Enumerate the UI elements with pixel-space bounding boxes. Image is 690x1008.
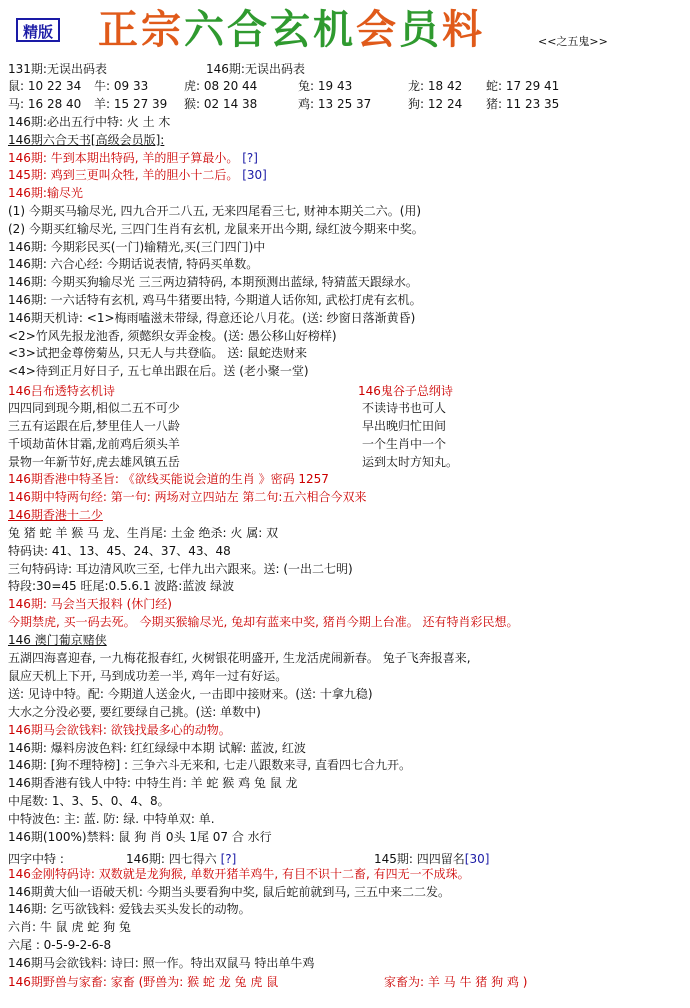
text-line: 三句特码诗: 耳边清风吹三至, 七伴九出六跟来。送: (一出二七明)	[8, 561, 353, 576]
title-char: 员	[399, 6, 442, 53]
zodiac-cell: 猪: 11 23 35	[486, 97, 560, 111]
text-line: 146期: 马会当天报料 (休门经)	[8, 597, 172, 612]
text-line: <2>竹风先报龙池香, 须懿织女弄金梭。(送: 愚公移山好榜样)	[8, 328, 337, 343]
text-line: 145期: 鸡到三更叫众牲, 羊的胆小十二后。 [30]	[8, 168, 267, 183]
text-line: 鼠应天机上下开, 马到成功差一半, 鸡年一过有好运。	[8, 668, 288, 683]
title-char: 合	[227, 6, 270, 53]
title-char: 六	[184, 6, 227, 53]
zodiac-cell: 龙: 18 42	[408, 79, 463, 93]
text-line: 146期黄大仙一语破天机: 今期当头要看狗中奖, 鼠后蛇前就到马, 三五中来二二发。	[8, 884, 451, 899]
title-char: 正	[98, 6, 141, 53]
text-line: 146期: 牛到本期出特码, 羊的胆子算最小。 [?]	[8, 150, 258, 165]
poem-line: 千顷劫苗休甘霜,龙前鸡后须头羊	[8, 437, 180, 451]
text-line: 中特波色: 主: 蓝. 防: 绿. 中特单双: 单.	[8, 812, 215, 827]
title-char: 料	[442, 6, 485, 53]
text-line: <4>待到正月好日子, 五七单出跟在后。送 (老小聚一堂)	[8, 364, 309, 379]
poem-line: 一个生肖中一个	[362, 437, 447, 451]
four-char-label: 四字中特 :	[8, 852, 64, 866]
text-line: 146 澳门葡京赌侠	[8, 633, 107, 648]
poem-left-title: 146吕布透特玄机诗	[8, 384, 115, 398]
text-line: 146期: [狗不理特榜] : 三争六斗无来和, 七走八跟数来寻, 直看四七合九开。	[8, 758, 412, 773]
text-line: 今期禁虎, 买一码去死。 今期买猴输尽光, 兔却有蓝来中奖, 猪肖今期上台准。 还有特肖彩民想。	[8, 615, 519, 630]
text-line: 146期天机诗: <1>梅雨嗑滋未带绿, 得意还论八月花。(送: 纱窗日落渐黄昏)	[8, 310, 416, 325]
four-char-145: 145期: 四四留名[30]	[374, 852, 490, 866]
text-line: 146期:输尽光	[8, 186, 83, 201]
text-line: 特段:30=45 旺尾:0.5.6.1 波路:蓝波 绿波	[8, 579, 235, 594]
text-line: 146期: 一六话特有玄机, 鸡马牛猪要出特, 今期道人话你知, 武松打虎有玄机。	[8, 293, 422, 307]
text-line: 中尾数: 1、3、5、0、4、8。	[8, 794, 170, 809]
text-line: 146期香港十二少	[8, 507, 103, 522]
text-line: 146期: 六合心经: 今期话说表情, 特码买单数。	[8, 257, 259, 272]
title-char: 玄	[270, 6, 313, 53]
title-char: 宗	[141, 6, 184, 53]
text-line: 146期香港有钱人中特: 中特生肖: 羊 蛇 猴 鸡 兔 鼠 龙	[8, 776, 298, 791]
text-line: 146期马会欲钱料: 欲钱找最多心的动物。	[8, 722, 231, 737]
title-char: 机	[313, 6, 356, 53]
poem-line: 四四同到现今期,相似二五不可少	[8, 401, 180, 415]
text-line: 146期: 乞丐欲钱料: 爱钱去买头发长的动物。	[8, 902, 251, 917]
text-line: 兔 猪 蛇 羊 猴 马 龙、生肖尾: 土金 绝杀: 火 属: 双	[8, 525, 279, 540]
zodiac-cell: 牛: 09 33	[94, 79, 149, 93]
text-line: (2) 今期买红输尽光, 三四门生肖有玄机, 龙鼠来开出今期, 绿红波今期来中奖。	[8, 221, 424, 236]
text-line: 146期(100%)禁料: 鼠 狗 肖 0头 1尾 07 合 水行	[8, 830, 272, 844]
zodiac-cell: 鸡: 13 25 37	[298, 97, 372, 111]
text-line: 送: 见诗中特。配: 今期道人送金火, 一击即中接财来。(送: 十拿九稳)	[8, 686, 373, 701]
top-left-note: 131期:无误出码表	[8, 62, 107, 76]
page-title	[98, 6, 485, 54]
text-line: 146期:必出五行中特: 火 土 木	[8, 115, 171, 129]
text-line: 五湖四海喜迎春, 一九梅花报春红, 火树银花明盛开, 生龙活虎闹新春。 兔子飞奔报喜来,	[8, 651, 471, 665]
text-line: 146期: 今期彩民买(一门)输精光,买(三门四门)中	[8, 239, 266, 254]
text-line: (1) 今期买马输尽光, 四九合开二八五, 无来四尾看三七, 财神本期关二六。(用)	[8, 204, 422, 218]
text-line: 146金刚特码诗: 双数就是龙狗猴, 单数开猪羊鸡牛, 有目不识十二畜, 有四无一不成珠。	[8, 867, 470, 881]
edition-badge: 精版	[16, 18, 60, 42]
zodiac-cell: 蛇: 17 29 41	[486, 79, 560, 93]
beast-livestock-b: 家畜为: 羊 马 牛 猪 狗 鸡 )	[384, 975, 528, 989]
text-line: 146期六合天书[高级会员版]:	[8, 132, 165, 147]
text-line: 146期: 爆料房波色料: 红红绿绿中本期 试解: 蓝波, 红波	[8, 740, 306, 755]
poem-line: 不读诗书也可人	[362, 401, 447, 415]
poem-line: 运到太时方知丸。	[362, 455, 459, 469]
zodiac-cell: 羊: 15 27 39	[94, 97, 168, 111]
poem-line: 景物一年新节好,虎去雄风镇五岳	[8, 455, 180, 469]
text-line: 146期马会欲钱料: 诗曰: 照一作。特出双鼠马 特出单牛鸡	[8, 955, 315, 970]
four-char-146: 146期: 四七得六 [?]	[126, 852, 237, 866]
top-right-note: 146期:无误出码表	[206, 62, 305, 76]
text-line: 146期香港中特圣旨: 《欲线买能说会道的生肖 》密码 1257	[8, 472, 329, 486]
zodiac-cell: 狗: 12 24	[408, 97, 463, 111]
text-line: 大水之分没必要, 要红要绿自己挑。(送: 单数中)	[8, 704, 261, 719]
text-line: 六尾 : 0-5-9-2-6-8	[8, 937, 112, 952]
beast-livestock-a: 146期野兽与家畜: 家畜 (野兽为: 猴 蛇 龙 兔 虎 鼠	[8, 975, 279, 989]
text-line: 146期: 今期买狗输尽光 三三两边猜特码, 本期预测出蓝绿, 特猜蓝天跟绿水。	[8, 275, 418, 290]
zodiac-cell: 鼠: 10 22 34	[8, 79, 82, 93]
poem-line: 三五有运跟在后,梦里佳人一八龄	[8, 419, 180, 433]
text-line: 146期中特两句经: 第一句: 两场对立四站左 第二句:五六相合今双来	[8, 489, 367, 504]
zodiac-cell: 马: 16 28 40	[8, 97, 82, 111]
poem-right-title: 146鬼谷子总纲诗	[358, 384, 453, 398]
zodiac-cell: 虎: 08 20 44	[184, 79, 258, 93]
text-line: 六肖: 牛 鼠 虎 蛇 狗 兔	[8, 920, 131, 935]
text-line: 特码诀: 41、13、45、24、37、43、48	[8, 543, 231, 558]
author-signature: <<之五鬼>>	[538, 35, 608, 48]
zodiac-cell: 兔: 19 43	[298, 79, 353, 93]
zodiac-cell: 猴: 02 14 38	[184, 97, 258, 111]
text-line: <3>试把金尊傍菊丛, 只无人与共登临。 送: 鼠蛇迭财来	[8, 346, 308, 361]
poem-line: 早出晚归忙田间	[362, 419, 447, 433]
title-char: 会	[356, 6, 399, 53]
